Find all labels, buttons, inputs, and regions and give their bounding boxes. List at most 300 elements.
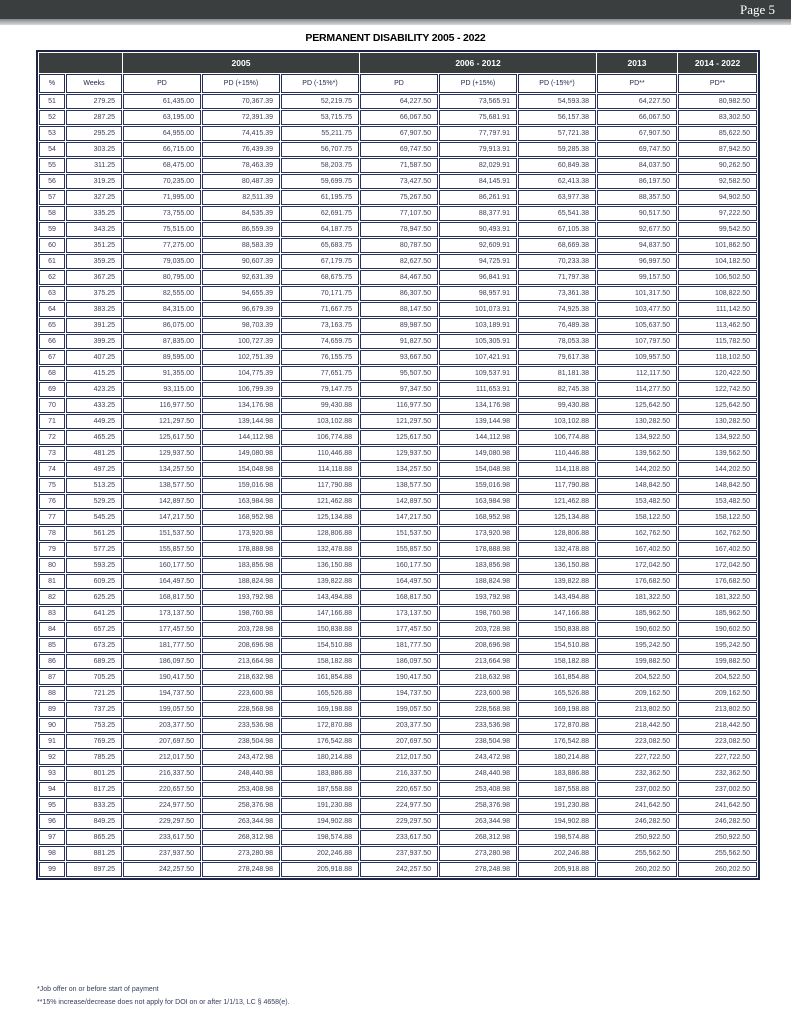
percent-cell: 64 [39,302,65,317]
value-cell: 121,462.88 [518,494,596,509]
weeks-cell: 545.25 [66,510,122,525]
value-cell: 227,722.50 [678,750,757,765]
value-cell: 194,737.50 [360,686,438,701]
value-cell: 68,475.00 [123,158,201,173]
value-cell: 103,477.50 [597,302,677,317]
value-cell: 73,755.00 [123,206,201,221]
table-row [39,718,757,733]
weeks-cell: 609.25 [66,574,122,589]
value-cell: 125,617.50 [360,430,438,445]
col-header-percent: % [39,74,65,93]
value-cell: 82,555.00 [123,286,201,301]
value-cell: 147,217.50 [123,510,201,525]
value-cell: 223,082.50 [597,734,677,749]
value-cell: 61,435.00 [123,94,201,109]
value-cell: 87,942.50 [678,142,757,157]
header-bar-shadow [0,19,791,25]
value-cell: 73,361.38 [518,286,596,301]
table-row [39,430,757,445]
value-cell: 64,955.00 [123,126,201,141]
value-cell: 255,562.50 [597,846,677,861]
weeks-cell: 577.25 [66,542,122,557]
table-row [39,302,757,317]
value-cell: 114,277.50 [597,382,677,397]
value-cell: 70,367.39 [202,94,280,109]
value-cell: 176,542.88 [281,734,359,749]
value-cell: 76,489.38 [518,318,596,333]
value-cell: 176,542.88 [518,734,596,749]
weeks-cell: 433.25 [66,398,122,413]
value-cell: 143,494.88 [518,590,596,605]
percent-cell: 81 [39,574,65,589]
value-cell: 63,195.00 [123,110,201,125]
table-row [39,414,757,429]
value-cell: 55,211.75 [281,126,359,141]
value-cell: 95,507.50 [360,366,438,381]
table-body [39,94,757,877]
value-cell: 134,922.50 [678,430,757,445]
value-cell: 136,150.88 [518,558,596,573]
value-cell: 255,562.50 [678,846,757,861]
value-cell: 162,762.50 [678,526,757,541]
value-cell: 177,457.50 [360,622,438,637]
value-cell: 142,897.50 [360,494,438,509]
value-cell: 71,797.38 [518,270,596,285]
weeks-cell: 279.25 [66,94,122,109]
value-cell: 260,202.50 [597,862,677,877]
value-cell: 195,242.50 [597,638,677,653]
value-cell: 104,775.39 [202,366,280,381]
table-row [39,830,757,845]
value-cell: 116,977.50 [123,398,201,413]
value-cell: 65,541.38 [518,206,596,221]
value-cell: 190,602.50 [597,622,677,637]
value-cell: 94,725.91 [439,254,517,269]
value-cell: 52,219.75 [281,94,359,109]
percent-cell: 87 [39,670,65,685]
value-cell: 148,842.50 [678,478,757,493]
value-cell: 74,925.38 [518,302,596,317]
percent-cell: 66 [39,334,65,349]
weeks-cell: 391.25 [66,318,122,333]
value-cell: 229,297.50 [360,814,438,829]
value-cell: 69,747.50 [597,142,677,157]
percent-cell: 99 [39,862,65,877]
value-cell: 278,248.98 [439,862,517,877]
value-cell: 92,677.50 [597,222,677,237]
value-cell: 112,117.50 [597,366,677,381]
table-row [39,478,757,493]
value-cell: 144,202.50 [597,462,677,477]
value-cell: 151,537.50 [360,526,438,541]
value-cell: 147,166.88 [281,606,359,621]
value-cell: 158,182.88 [518,654,596,669]
value-cell: 103,102.88 [281,414,359,429]
value-cell: 233,617.50 [123,830,201,845]
value-cell: 172,042.50 [597,558,677,573]
value-cell: 86,197.50 [597,174,677,189]
value-cell: 57,721.38 [518,126,596,141]
value-cell: 125,642.50 [597,398,677,413]
value-cell: 100,727.39 [202,334,280,349]
col-header-pd-plus15-2006-2012: PD (+15%) [439,74,517,93]
value-cell: 237,002.50 [597,782,677,797]
value-cell: 93,115.00 [123,382,201,397]
weeks-cell: 593.25 [66,558,122,573]
value-cell: 198,760.98 [439,606,517,621]
weeks-cell: 423.25 [66,382,122,397]
value-cell: 263,344.98 [439,814,517,829]
value-cell: 242,257.50 [360,862,438,877]
value-cell: 142,897.50 [123,494,201,509]
value-cell: 253,408.98 [202,782,280,797]
percent-cell: 79 [39,542,65,557]
value-cell: 232,362.50 [597,766,677,781]
value-cell: 75,267.50 [360,190,438,205]
weeks-cell: 753.25 [66,718,122,733]
table-row [39,862,757,877]
value-cell: 108,822.50 [678,286,757,301]
table-row [39,670,757,685]
value-cell: 96,679.39 [202,302,280,317]
percent-cell: 85 [39,638,65,653]
value-cell: 165,526.88 [518,686,596,701]
value-cell: 176,682.50 [678,574,757,589]
value-cell: 102,751.39 [202,350,280,365]
weeks-cell: 399.25 [66,334,122,349]
value-cell: 205,918.88 [518,862,596,877]
value-cell: 130,282.50 [678,414,757,429]
value-cell: 159,016.98 [439,478,517,493]
value-cell: 202,246.88 [518,846,596,861]
value-cell: 223,600.98 [202,686,280,701]
value-cell: 105,305.91 [439,334,517,349]
col-header-pd-minus15-2006-2012: PD (-15%*) [518,74,596,93]
value-cell: 71,667.75 [281,302,359,317]
value-cell: 187,558.88 [281,782,359,797]
value-cell: 233,536.98 [439,718,517,733]
table-row [39,590,757,605]
table-row [39,494,757,509]
value-cell: 138,577.50 [360,478,438,493]
value-cell: 64,187.75 [281,222,359,237]
value-cell: 199,882.50 [678,654,757,669]
percent-cell: 82 [39,590,65,605]
value-cell: 90,517.50 [597,206,677,221]
weeks-cell: 383.25 [66,302,122,317]
weeks-cell: 449.25 [66,414,122,429]
value-cell: 97,347.50 [360,382,438,397]
value-cell: 190,417.50 [360,670,438,685]
value-cell: 258,376.98 [202,798,280,813]
value-cell: 169,198.88 [518,702,596,717]
value-cell: 84,037.50 [597,158,677,173]
weeks-cell: 689.25 [66,654,122,669]
value-cell: 76,439.39 [202,142,280,157]
value-cell: 168,952.98 [439,510,517,525]
value-cell: 150,838.88 [518,622,596,637]
weeks-cell: 641.25 [66,606,122,621]
value-cell: 88,147.50 [360,302,438,317]
table-row [39,734,757,749]
value-cell: 75,515.00 [123,222,201,237]
value-cell: 202,246.88 [281,846,359,861]
col-header-pd-2014-2022: PD** [678,74,757,93]
table-row [39,398,757,413]
value-cell: 132,478.88 [281,542,359,557]
column-header-row [39,74,757,93]
value-cell: 69,747.50 [360,142,438,157]
value-cell: 67,105.38 [518,222,596,237]
value-cell: 128,806.88 [518,526,596,541]
value-cell: 268,312.98 [439,830,517,845]
value-cell: 111,142.50 [678,302,757,317]
footnote-job-offer: *Job offer on or before start of payment [37,986,159,993]
value-cell: 199,882.50 [597,654,677,669]
value-cell: 139,822.88 [518,574,596,589]
group-header-2014-2022: 2014 - 2022 [678,53,757,73]
value-cell: 77,651.75 [281,366,359,381]
value-cell: 82,627.50 [360,254,438,269]
value-cell: 74,659.75 [281,334,359,349]
value-cell: 147,166.88 [518,606,596,621]
value-cell: 129,937.50 [360,446,438,461]
col-header-pd-2005: PD [123,74,201,93]
value-cell: 158,122.50 [597,510,677,525]
weeks-cell: 327.25 [66,190,122,205]
value-cell: 213,664.98 [439,654,517,669]
value-cell: 80,787.50 [360,238,438,253]
value-cell: 96,841.91 [439,270,517,285]
value-cell: 187,558.88 [518,782,596,797]
weeks-cell: 513.25 [66,478,122,493]
permanent-disability-table [36,50,760,880]
value-cell: 128,806.88 [281,526,359,541]
value-cell: 104,182.50 [678,254,757,269]
weeks-cell: 359.25 [66,254,122,269]
table-row [39,702,757,717]
weeks-cell: 375.25 [66,286,122,301]
value-cell: 106,774.88 [518,430,596,445]
value-cell: 151,537.50 [123,526,201,541]
value-cell: 177,457.50 [123,622,201,637]
table-row [39,206,757,221]
value-cell: 194,902.88 [281,814,359,829]
value-cell: 183,886.88 [518,766,596,781]
value-cell: 153,482.50 [597,494,677,509]
value-cell: 203,728.98 [439,622,517,637]
table-row [39,814,757,829]
value-cell: 139,562.50 [678,446,757,461]
value-cell: 113,462.50 [678,318,757,333]
percent-cell: 88 [39,686,65,701]
value-cell: 199,057.50 [123,702,201,717]
value-cell: 150,838.88 [281,622,359,637]
value-cell: 203,377.50 [360,718,438,733]
percent-cell: 75 [39,478,65,493]
value-cell: 232,362.50 [678,766,757,781]
value-cell: 161,854.88 [281,670,359,685]
value-cell: 212,017.50 [123,750,201,765]
value-cell: 67,907.50 [597,126,677,141]
table-row [39,286,757,301]
weeks-cell: 801.25 [66,766,122,781]
value-cell: 149,080.98 [202,446,280,461]
value-cell: 94,837.50 [597,238,677,253]
percent-cell: 51 [39,94,65,109]
value-cell: 213,802.50 [678,702,757,717]
value-cell: 78,947.50 [360,222,438,237]
value-cell: 160,177.50 [360,558,438,573]
value-cell: 86,075.00 [123,318,201,333]
value-cell: 149,080.98 [439,446,517,461]
value-cell: 84,315.00 [123,302,201,317]
value-cell: 88,583.39 [202,238,280,253]
value-cell: 71,995.00 [123,190,201,205]
table-row [39,798,757,813]
percent-cell: 71 [39,414,65,429]
percent-cell: 54 [39,142,65,157]
value-cell: 77,797.91 [439,126,517,141]
weeks-cell: 865.25 [66,830,122,845]
value-cell: 178,888.98 [202,542,280,557]
percent-cell: 78 [39,526,65,541]
value-cell: 94,902.50 [678,190,757,205]
value-cell: 73,565.91 [439,94,517,109]
value-cell: 195,242.50 [678,638,757,653]
value-cell: 154,510.88 [518,638,596,653]
value-cell: 93,667.50 [360,350,438,365]
group-header-2013: 2013 [597,53,677,73]
value-cell: 186,097.50 [123,654,201,669]
value-cell: 164,497.50 [123,574,201,589]
percent-cell: 61 [39,254,65,269]
value-cell: 88,357.50 [597,190,677,205]
weeks-cell: 769.25 [66,734,122,749]
value-cell: 99,430.88 [281,398,359,413]
percent-cell: 80 [39,558,65,573]
weeks-cell: 897.25 [66,862,122,877]
value-cell: 185,962.50 [678,606,757,621]
value-cell: 79,617.38 [518,350,596,365]
value-cell: 204,522.50 [597,670,677,685]
value-cell: 250,922.50 [597,830,677,845]
value-cell: 87,835.00 [123,334,201,349]
value-cell: 121,462.88 [281,494,359,509]
col-header-pd-2013: PD** [597,74,677,93]
weeks-cell: 351.25 [66,238,122,253]
value-cell: 65,683.75 [281,238,359,253]
weeks-cell: 497.25 [66,462,122,477]
value-cell: 194,737.50 [123,686,201,701]
value-cell: 109,537.91 [439,366,517,381]
value-cell: 246,282.50 [678,814,757,829]
weeks-cell: 625.25 [66,590,122,605]
value-cell: 154,048.98 [202,462,280,477]
value-cell: 132,478.88 [518,542,596,557]
value-cell: 139,144.98 [439,414,517,429]
value-cell: 227,722.50 [597,750,677,765]
value-cell: 134,257.50 [123,462,201,477]
value-cell: 163,984.98 [439,494,517,509]
weeks-cell: 849.25 [66,814,122,829]
value-cell: 54,593.38 [518,94,596,109]
weeks-cell: 415.25 [66,366,122,381]
value-cell: 125,134.88 [281,510,359,525]
table-row [39,510,757,525]
value-cell: 56,707.75 [281,142,359,157]
value-cell: 59,699.75 [281,174,359,189]
value-cell: 96,997.50 [597,254,677,269]
value-cell: 186,097.50 [360,654,438,669]
value-cell: 78,463.39 [202,158,280,173]
percent-cell: 53 [39,126,65,141]
value-cell: 278,248.98 [202,862,280,877]
value-cell: 80,487.39 [202,174,280,189]
value-cell: 99,430.88 [518,398,596,413]
weeks-cell: 367.25 [66,270,122,285]
value-cell: 70,235.00 [123,174,201,189]
value-cell: 71,587.50 [360,158,438,173]
value-cell: 212,017.50 [360,750,438,765]
value-cell: 84,467.50 [360,270,438,285]
value-cell: 181,322.50 [678,590,757,605]
value-cell: 213,664.98 [202,654,280,669]
table-row [39,558,757,573]
value-cell: 199,057.50 [360,702,438,717]
value-cell: 114,118.88 [281,462,359,477]
value-cell: 148,842.50 [597,478,677,493]
value-cell: 172,870.88 [518,718,596,733]
value-cell: 136,150.88 [281,558,359,573]
value-cell: 173,920.98 [202,526,280,541]
value-cell: 134,922.50 [597,430,677,445]
percent-cell: 76 [39,494,65,509]
value-cell: 207,697.50 [360,734,438,749]
table-row [39,542,757,557]
value-cell: 220,657.50 [360,782,438,797]
value-cell: 109,957.50 [597,350,677,365]
value-cell: 120,422.50 [678,366,757,381]
value-cell: 106,502.50 [678,270,757,285]
weeks-cell: 657.25 [66,622,122,637]
value-cell: 62,413.38 [518,174,596,189]
value-cell: 134,176.98 [202,398,280,413]
table-row [39,222,757,237]
percent-cell: 96 [39,814,65,829]
value-cell: 64,227.50 [597,94,677,109]
value-cell: 101,862.50 [678,238,757,253]
group-header-2005: 2005 [123,53,359,73]
weeks-cell: 561.25 [66,526,122,541]
value-cell: 209,162.50 [597,686,677,701]
value-cell: 218,442.50 [597,718,677,733]
value-cell: 242,257.50 [123,862,201,877]
value-cell: 110,446.88 [518,446,596,461]
value-cell: 273,280.98 [439,846,517,861]
value-cell: 89,595.00 [123,350,201,365]
table-row [39,846,757,861]
value-cell: 223,082.50 [678,734,757,749]
value-cell: 207,697.50 [123,734,201,749]
value-cell: 92,609.91 [439,238,517,253]
value-cell: 191,230.88 [518,798,596,813]
col-header-pd-2006-2012: PD [360,74,438,93]
value-cell: 139,144.98 [202,414,280,429]
value-cell: 216,337.50 [123,766,201,781]
value-cell: 213,802.50 [597,702,677,717]
value-cell: 158,182.88 [281,654,359,669]
